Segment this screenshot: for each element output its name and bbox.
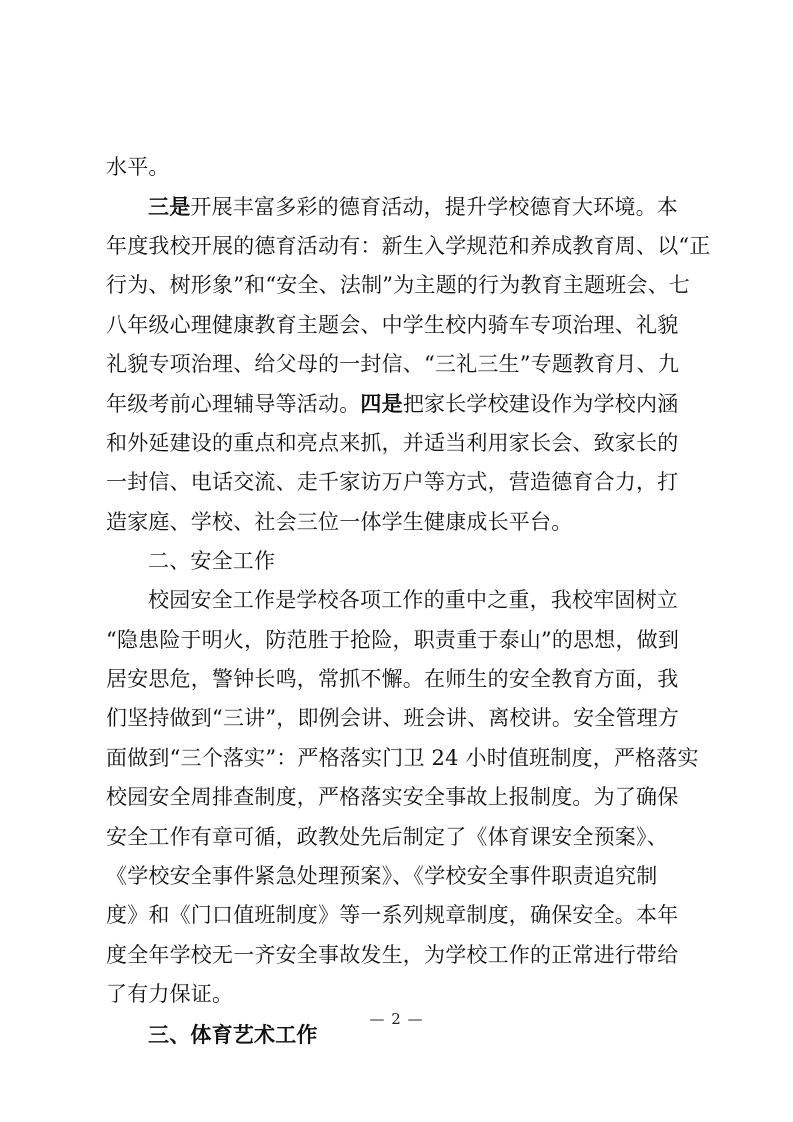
text-line: 一封信、电话交流、走千家访万户等方式，营造德育合力，打 xyxy=(106,470,679,495)
text-line: 《学校安全事件紧急处理预案》、《学校安全事件职责追究制 xyxy=(106,864,658,889)
text-line: 行为、树形象”和“安全、法制”为主题的行为教育主题班会、七 xyxy=(106,273,691,298)
text-run: 年级考前心理辅导等活动。 xyxy=(106,392,361,417)
text-line: 八年级心理健康教育主题会、中学生校内骑车专项治理、礼貌 xyxy=(106,312,679,337)
text-run: 开展丰富多彩的德育活动，提升学校德育大环境。本 xyxy=(190,195,679,220)
text-line: 水平。 xyxy=(106,155,170,179)
text-line: 们坚持做到“三讲”，即例会讲、班会讲、离校讲。安全管理方 xyxy=(106,706,680,731)
text-line: 校园安全周排查制度，严格落实安全事故上报制度。为了确保 xyxy=(106,785,679,810)
text-line: 居安思危，警钟长鸣，常抓不懈。在师生的安全教育方面，我 xyxy=(106,667,679,692)
text-line: 度》和《门口值班制度》等一系列规章制度，确保安全。本年 xyxy=(106,903,679,928)
document-body xyxy=(106,148,711,1054)
text-line: 礼貌专项治理、给父母的一封信、“三礼三生”专题教育月、九 xyxy=(106,351,680,376)
text-run: 把家长学校建设作为学校内涵 xyxy=(402,392,679,417)
text-line: 校园安全工作是学校各项工作的重中之重，我校牢固树立 xyxy=(148,588,678,613)
section-heading-safety: 二、安全工作 xyxy=(148,548,276,573)
text-line xyxy=(106,187,686,226)
text-line: “隐患险于明火，防范胜于抢险，职责重于泰山”的思想，做到 xyxy=(106,627,680,652)
text-line: 和外延建设的重点和亮点来抓，并适当利用家长会、致家长的 xyxy=(106,430,679,455)
text-line: 安全工作有章可循，政教处先后制定了《体育课安全预案》、 xyxy=(106,824,668,849)
text-line: 年度我校开展的德育活动有：新生入学规范和养成教育周、以“正 xyxy=(106,233,711,258)
text-line: 度全年学校无一齐安全事故发生，为学校工作的正常进行带给 xyxy=(106,942,679,967)
emphasis-lead: 三是 xyxy=(148,194,191,220)
text-line: 造家庭、学校、社会三位一体学生健康成长平台。 xyxy=(106,509,573,534)
text-line: 面做到“三个落实”：严格落实门卫 24 小时值班制度，严格落实 xyxy=(106,745,699,770)
section-heading-sports-arts: 三、体育艺术工作 xyxy=(148,1021,318,1047)
text-line xyxy=(106,384,686,423)
emphasis-lead: 四是 xyxy=(360,391,403,417)
page-number: — 2 — xyxy=(369,1010,424,1028)
text-line: 了有力保证。 xyxy=(106,982,234,1007)
